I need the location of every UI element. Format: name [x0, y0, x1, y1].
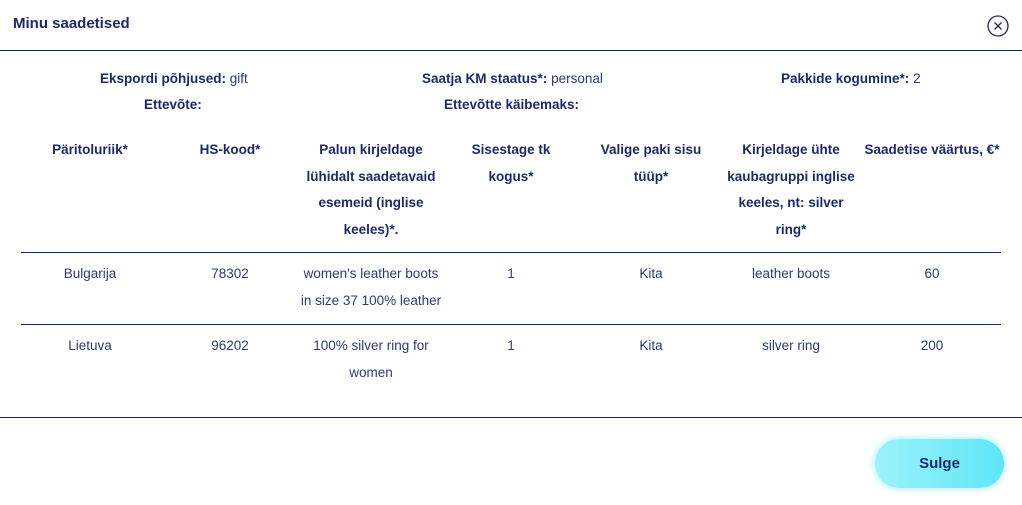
cell-description: women's leather boots in size 37 100% leather: [300, 266, 442, 308]
modal-title: Minu saadetised: [13, 15, 130, 32]
cell-hs-code: 78302: [211, 266, 249, 281]
cell-origin: Lietuva: [68, 338, 112, 353]
packages-count: [781, 71, 921, 86]
cell-origin: Bulgarija: [63, 266, 117, 281]
company: [144, 97, 202, 112]
column-header-value: Saadetise väärtus, €*: [864, 142, 1000, 157]
modal-header: [0, 0, 1022, 51]
sender-vat-status: [422, 71, 603, 86]
close-modal-button[interactable]: Sulge: [875, 439, 1004, 488]
cell-goods-group: silver ring: [762, 338, 820, 353]
company-turnover: [444, 97, 579, 112]
cell-goods-group: leather boots: [751, 266, 831, 281]
cell-content-type: Kita: [639, 338, 663, 353]
cell-value: 60: [924, 266, 940, 281]
export-reason-label: Ekspordi põhjused:: [100, 71, 227, 86]
export-reason-value: gift: [229, 71, 248, 86]
cell-content-type: Kita: [639, 266, 663, 281]
column-header-description: Palun kirjeldage lühidalt saadetavaid esemeid (inglise keeles)*.: [306, 142, 436, 237]
close-button[interactable]: [987, 15, 1009, 37]
packages-value: 2: [913, 71, 921, 86]
close-circle-icon: [987, 15, 1009, 37]
sender-vat-label: Saatja KM staatus*:: [422, 71, 548, 86]
cell-quantity: 1: [507, 338, 515, 353]
cell-hs-code: 96202: [211, 338, 249, 353]
table-row-divider: [21, 324, 1001, 325]
footer-divider: [0, 417, 1022, 418]
column-header-origin: Päritoluriik*: [52, 142, 128, 157]
cell-quantity: 1: [507, 266, 515, 281]
turnover-label: Ettevõtte käibemaks:: [444, 97, 580, 112]
packages-label: Pakkide kogumine*:: [781, 71, 910, 86]
column-header-content-type: Valige paki sisu tüüp*: [600, 142, 702, 184]
sender-vat-value: personal: [551, 71, 603, 86]
cell-description: 100% silver ring for women: [313, 338, 429, 380]
column-header-quantity: Sisestage tk kogus*: [471, 142, 551, 184]
company-label: Ettevõte:: [144, 97, 202, 112]
cell-value: 200: [920, 338, 944, 353]
export-reason: [100, 71, 248, 86]
table-header-divider: [21, 252, 1001, 253]
column-header-hs-code: HS-kood*: [199, 142, 261, 157]
column-header-goods-group: Kirjeldage ühte kaubagruppi inglise keeles, nt: silver ring*: [727, 142, 855, 237]
